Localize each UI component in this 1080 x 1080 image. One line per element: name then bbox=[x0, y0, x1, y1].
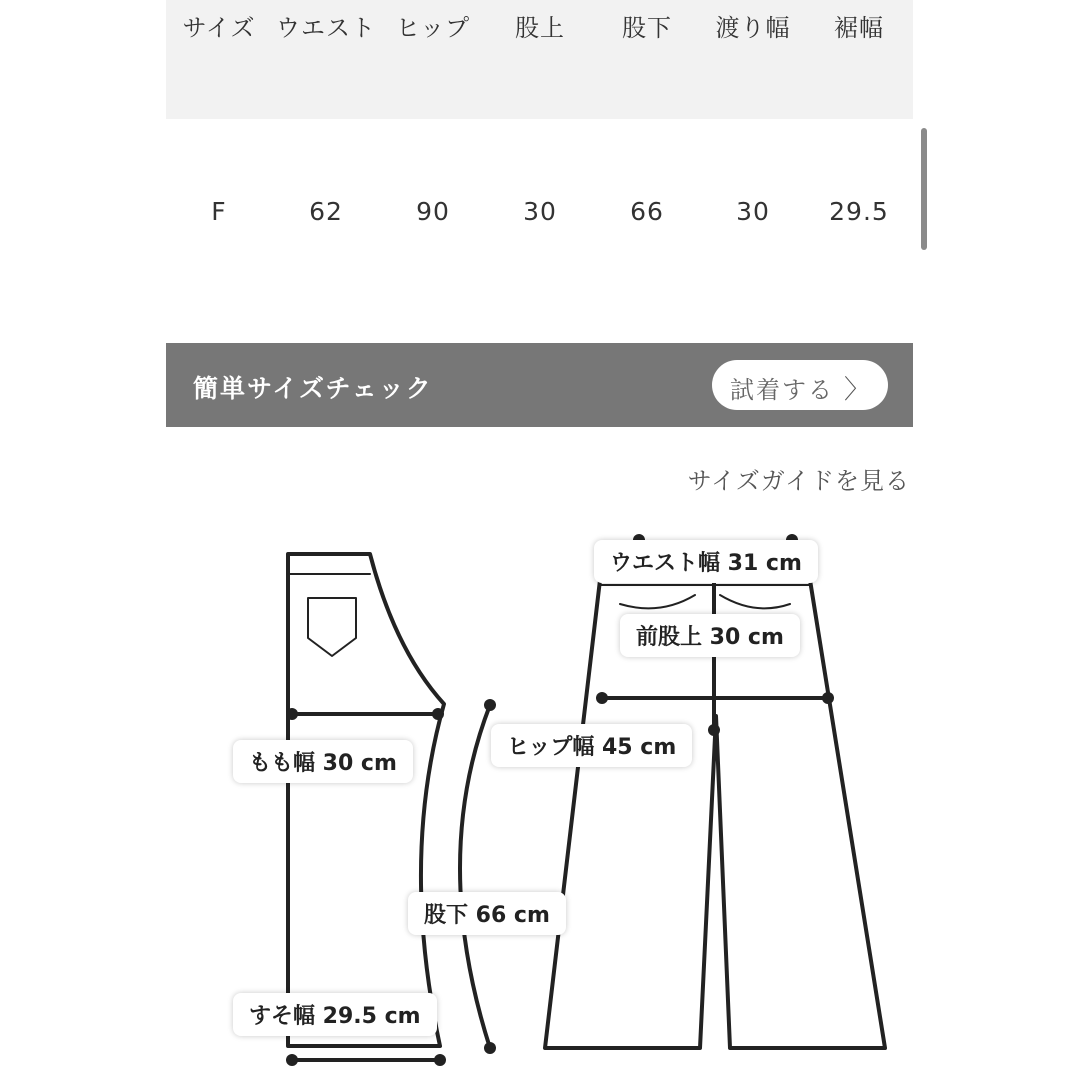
cell-hip: 90 bbox=[416, 197, 450, 226]
col-header-rise: 股上 bbox=[515, 14, 565, 42]
label-hip-width: ヒップ幅 45 cm bbox=[491, 724, 692, 767]
inseam-measure-curve bbox=[460, 705, 490, 1048]
inseam-top-dot bbox=[484, 699, 496, 711]
try-on-label: 試着する bbox=[730, 376, 834, 404]
cell-thigh-width: 30 bbox=[736, 197, 770, 226]
label-waist-width: ウエスト幅 31 cm bbox=[594, 540, 818, 583]
size-guide-link[interactable]: サイズガイドを見る bbox=[687, 467, 910, 495]
label-thigh-width: もも幅 30 cm bbox=[233, 740, 413, 783]
label-hem-width: すそ幅 29.5 cm bbox=[233, 993, 437, 1036]
label-front-rise: 前股上 30 cm bbox=[620, 614, 800, 657]
side-view-pants-outline bbox=[288, 554, 444, 1046]
thigh-left-dot bbox=[286, 708, 298, 720]
col-header-size: サイズ bbox=[182, 14, 256, 42]
col-header-hip: ヒップ bbox=[395, 14, 471, 42]
cell-hem-width: 29.5 bbox=[829, 197, 889, 226]
thigh-right-dot bbox=[432, 708, 444, 720]
hip-right-dot bbox=[822, 692, 834, 704]
chevron-right-icon: 〉 bbox=[843, 375, 870, 405]
front-rise-bottom-dot bbox=[708, 724, 720, 736]
cell-size: F bbox=[211, 197, 227, 226]
hip-left-dot bbox=[596, 692, 608, 704]
col-header-inseam: 股下 bbox=[622, 14, 672, 42]
cell-waist: 62 bbox=[309, 197, 343, 226]
left-pocket-outline bbox=[620, 595, 695, 608]
label-inseam: 股下 66 cm bbox=[408, 892, 566, 935]
col-header-thigh-width: 渡り幅 bbox=[715, 14, 791, 42]
col-header-waist: ウエスト bbox=[276, 14, 376, 42]
inseam-bottom-dot bbox=[484, 1042, 496, 1054]
cell-rise: 30 bbox=[523, 197, 557, 226]
cell-inseam: 66 bbox=[630, 197, 664, 226]
banner-title: 簡単サイズチェック bbox=[193, 374, 433, 403]
hem-left-dot bbox=[286, 1054, 298, 1066]
col-header-hem-width: 裾幅 bbox=[834, 14, 884, 42]
hem-right-dot bbox=[434, 1054, 446, 1066]
right-pocket-outline bbox=[720, 595, 790, 608]
back-pocket-outline bbox=[308, 598, 356, 656]
